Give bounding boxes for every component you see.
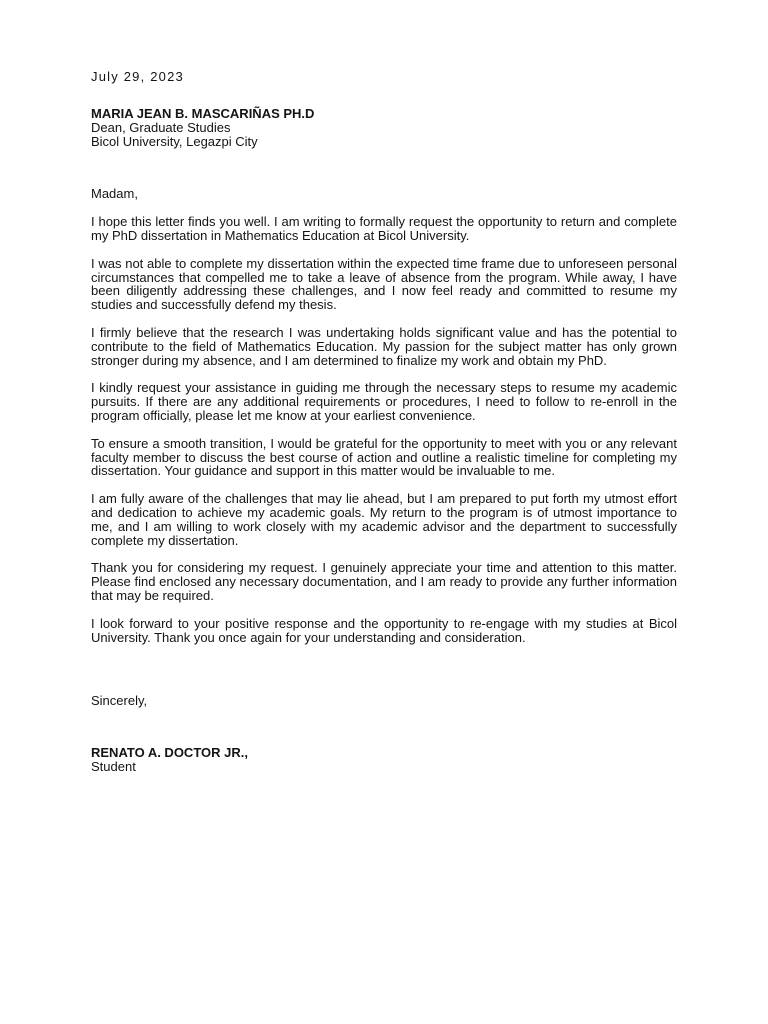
sender-name: RENATO A. DOCTOR JR.,: [91, 745, 248, 761]
body-paragraph: I look forward to your positive response and the opportunity to re-engage with my studies at Bicol University. Thank you once again for your understanding and consideration.: [91, 615, 677, 645]
letter-date: July 29, 2023: [91, 69, 184, 84]
recipient-block: [91, 107, 677, 148]
letter: [91, 68, 677, 774]
body-paragraph: Thank you for considering my request. I genuinely appreciate your time and attention to this matter. Please find enclosed any necessary documentation, and I am ready to provide any further information that may be required.: [91, 560, 677, 603]
salutation: Madam,: [91, 186, 138, 202]
recipient-title: Dean, Graduate Studies: [91, 119, 231, 135]
body-paragraph: I kindly request your assistance in guiding me through the necessary steps to resume my academic pursuits. If there are any additional requirements or procedures, I need to follow to re-enroll in the program officially, please let me know at your earliest convenience.: [91, 380, 677, 423]
signature-block: [91, 746, 677, 774]
letter-body: [91, 215, 677, 644]
body-paragraph: To ensure a smooth transition, I would be grateful for the opportunity to meet with you or any relevant faculty member to discuss the best course of action and outline a realistic timeline for completing my dissertation. Your guidance and support in this matter would be invaluable to me.: [91, 435, 677, 479]
closing: Sincerely,: [91, 693, 148, 709]
recipient-address: Bicol University, Legazpi City: [91, 133, 258, 149]
body-paragraph: I hope this letter finds you well. I am writing to formally request the opportunity to return and complete my PhD dissertation in Mathematics Education at Bicol University.: [91, 214, 677, 243]
body-paragraph: I am fully aware of the challenges that may lie ahead, but I am prepared to put forth my utmost effort and dedication to achieve my academic goals. My return to the program is of utmost importance to me, and I am willing to work closely with my academic advisor and the department to successfully complete my dissertation.: [91, 491, 677, 548]
recipient-name: MARIA JEAN B. MASCARIÑAS PH.D: [91, 106, 315, 121]
body-paragraph: I was not able to complete my dissertation within the expected time frame due to unforeseen personal circumstances that compelled me to take a leave of absence from the program. While away, I have been diligently addressing these challenges, and I now feel ready and committed to resume my studies and successfully defend my thesis.: [91, 255, 677, 313]
sender-role: Student: [91, 758, 136, 774]
body-paragraph: I firmly believe that the research I was undertaking holds significant value and has the potential to contribute to the field of Mathematics Education. My passion for the subject matter has only grown stronger during my absence, and I am determined to finalize my work and obtain my PhD.: [91, 324, 677, 368]
